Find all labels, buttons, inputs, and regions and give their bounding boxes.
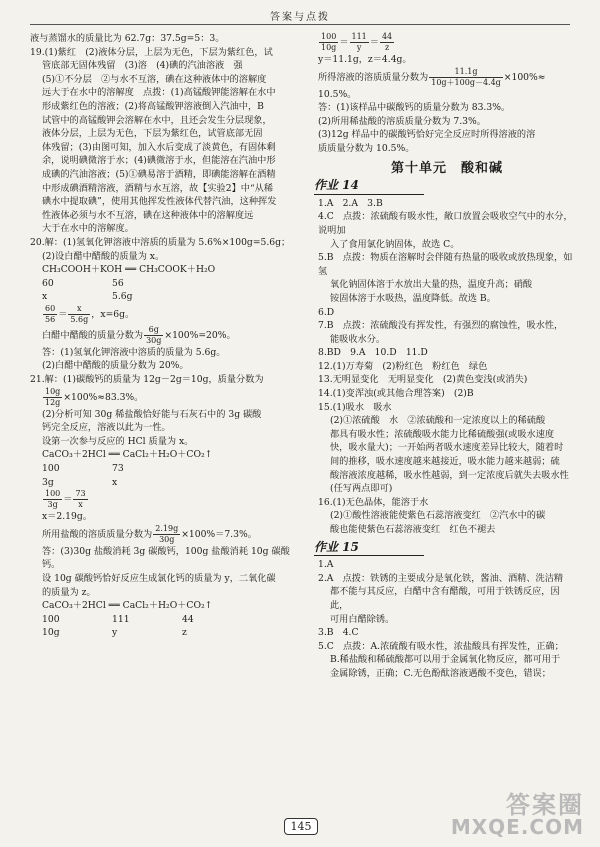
text-line: y＝11.1g，z＝4.4g。 <box>318 54 412 65</box>
ratio-value: 111 <box>112 613 130 625</box>
text-line: 19.(1)紫红 (2)液体分层，上层为无色，下层为紫红色，试 <box>30 46 273 58</box>
answer-line: 酸溶液浓度越稀，吸水性越弱，到一定浓度后就失去吸水性 <box>330 469 569 481</box>
answer-line: 金属除锈，正确；C.无色酚酞溶液遇酸不变色，错误； <box>330 667 551 679</box>
text-line: 碘水中提取碘”，使用其他挥发性液体代替汽油，这种挥发 <box>42 196 277 208</box>
equation-line: CH₃COOH＋KOH ══ CH₃COOK＋H₂O <box>42 264 216 276</box>
text-line: 钙完全反应，溶液以此为一性。 <box>42 422 171 434</box>
text-line: 液体分层，上层为无色，下层为紫红色，试管底部无固 <box>42 128 263 140</box>
fraction: $\frac{x}{5.6g}$ <box>70 303 89 324</box>
text-line: 的质量为 z。 <box>42 586 96 598</box>
unit-title: 第十单元 酸和碱 <box>390 160 503 176</box>
ratio-row <box>30 613 302 627</box>
text-line: 10.5%。 <box>318 88 357 100</box>
answer-line: 6.D <box>318 306 335 318</box>
text-line: (5)①不分层 ②与水不互溶，碘在这种液体中的溶解度 <box>42 73 267 85</box>
ratio-row <box>30 476 302 490</box>
equation-line: CaCO₃＋2HCl ══ CaCl₂＋H₂O＋CO₂↑ <box>42 449 213 461</box>
text-line: 远大于在水中的溶解度 点拨：(1)高锰酸钾能溶解在水中 <box>42 87 276 99</box>
mass-fraction-line: 白醋中醋酸的质量分数为 $\frac{6g}{30g}$ ×100%=20%。 <box>42 324 236 345</box>
text-line: 形成紫红色的溶液；(2)将高锰酸钾溶液倒入汽油中，B <box>42 100 264 112</box>
ratio-value: 44 <box>182 613 194 625</box>
answer-line: 2.A 点拨：铁锈的主要成分是氧化铁，酱油、酒精、洗洁精 <box>318 572 564 584</box>
text-line: 答：(1)该样品中碳酸钙的质量分数为 83.3%。 <box>318 102 511 114</box>
fraction: $\frac{2.19g}{30g}$ <box>155 523 179 544</box>
answer-line: B.稀盐酸和稀硫酸都可以用于金属氧化物反应，都可用于 <box>330 654 561 666</box>
watermark-url: MXQE.COM <box>450 815 584 839</box>
text-line: 答：(3)30g 盐酸消耗 3g 碳酸钙，100g 盐酸消耗 10g 碳酸钙。 <box>42 545 290 571</box>
answer-line: 4.C 点拨：浓硫酸有吸水性，敞口放置会吸收空气中的水分，说明加 <box>318 211 573 236</box>
text-line: (2)设白醋中醋酸的质量为 x。 <box>42 250 165 262</box>
text-line: 试管中的高锰酸钾会溶解在水中，且还会发生分层现象， <box>42 114 272 126</box>
fraction: $\frac{10g}{12g}$ <box>45 386 61 407</box>
answer-line: 14.(1)变浑浊(或其他合理答案) (2)B <box>318 388 474 400</box>
fraction: $\frac{60}{56}$ <box>45 303 56 324</box>
page-number: 145 <box>284 818 318 835</box>
homework-heading: 作业 15 <box>314 541 424 557</box>
running-header: 答案与点拨 <box>270 12 330 23</box>
mass-fraction-line: $\frac{10g}{12g}$ ×100%≈83.3%。 <box>45 386 144 407</box>
answer-line: (任写两点即可) <box>330 483 393 495</box>
ratio-row <box>30 462 302 476</box>
ratio-value: 56 <box>112 277 124 289</box>
ratio-value: 60 <box>42 277 54 289</box>
equation-line: CaCO₃＋2HCl ══ CaCl₂＋H₂O＋CO₂↑ <box>42 600 213 612</box>
answer-line: 氧化钠固体溶于水放出大量的热，温度升高；硝酸 <box>330 279 533 291</box>
text-line: (3)12g 样品中的碳酸钙恰好完全反应时所得溶液的溶 <box>318 129 536 141</box>
ratio-row <box>30 626 302 640</box>
ratio-value: z <box>182 627 187 639</box>
ratio-value: 73 <box>112 463 124 475</box>
answer-line: 酸也能使紫色石蕊溶液变红 红色不褪去 <box>330 524 496 535</box>
answer-line: 1.A 2.A 3.B <box>318 197 383 209</box>
answer-line: 快，吸水量大)；一开始两者吸水速度差异比较大，随着时 <box>330 442 564 454</box>
text-line: (2)所用稀盐酸的溶质质量分数为 7.3%。 <box>318 115 486 127</box>
fraction: $\frac{11.1g}{10g+100g-4.4g}$ <box>431 66 501 87</box>
ratio-value: x <box>42 291 48 303</box>
text-line: x＝2.19g。 <box>42 511 92 523</box>
ratio-row <box>30 277 302 291</box>
answer-line: 3.B 4.C <box>318 627 359 639</box>
fraction: $\frac{100}{3g}$ <box>45 489 61 510</box>
text-line: 体残留；(3)由图可知，加入水后变成了淡黄色，有固体剩 <box>42 141 276 153</box>
proportion-line: $\frac{100}{3g}$ ＝ $\frac{73}{x}$ <box>45 489 86 510</box>
right-column <box>314 32 576 681</box>
text-line: 设第一次参与反应的 HCl 质量为 x。 <box>42 435 194 447</box>
ratio-value: 100 <box>42 463 60 475</box>
text-line: 中形成碘酒精溶液，酒精与水互溶，故【实验2】中“从稀 <box>42 182 274 194</box>
fraction: $\frac{73}{x}$ <box>75 489 86 510</box>
answer-line: 入了食用氯化钠固体，故选 C。 <box>330 238 460 250</box>
answer-line: 5.B 点拨：物质在溶解时会伴随有热量的吸收或放热现象，如氢 <box>318 252 573 277</box>
text-line: 液与蒸馏水的质量比为 62.7g：37.5g=5：3。 <box>30 33 225 44</box>
header-rule <box>30 24 570 25</box>
answer-line: 5.C 点拨：A.浓硫酸有吸水性，浓盐酸具有挥发性，正确； <box>318 640 564 652</box>
left-column <box>30 32 302 640</box>
answer-line: 7.B 点拨：浓硫酸没有挥发性，有强烈的腐蚀性，吸水性， <box>318 320 564 332</box>
mass-fraction-line: 所用盐酸的溶质质量分数为 $\frac{2.19g}{30g}$ ×100%＝7.3%。 <box>42 523 257 544</box>
watermark-logo <box>451 793 584 837</box>
answer-line: (2)①浓硫酸 水 ②浓硫酸和一定浓度以上的稀硫酸 <box>330 415 546 427</box>
answer-line: 间的推移，吸水速度越来越接近，吸水能力越来越弱；硫 <box>330 456 560 468</box>
proportion-line: $\frac{60}{56}$ ＝ $\frac{x}{5.6g}$ ，x=6g。 <box>45 303 135 324</box>
fraction: $\frac{111}{y}$ <box>351 32 367 52</box>
text-line: (2)白醋中醋酸的质量分数为 20%。 <box>42 360 189 372</box>
text-line: 设 10g 碳酸钙恰好反应生成氯化钙的质量为 y，二氧化碳 <box>42 573 276 584</box>
answer-line: 可用白醋除锈。 <box>330 613 395 625</box>
mass-fraction-line: 所得溶液的溶质质量分数为 $\frac{11.1g}{10g+100g-4.4g}$ ×100%≈ <box>318 66 546 87</box>
ratio-value: 10g <box>42 627 60 639</box>
text-line: 大于在水中的溶解度。 <box>42 223 134 235</box>
answer-line: 1.A <box>318 559 334 571</box>
homework-heading: 作业 14 <box>314 179 424 195</box>
text-line: 答：(1)氢氧化钾溶液中溶质的质量为 5.6g。 <box>42 346 226 358</box>
ratio-row <box>30 290 302 304</box>
fraction: $\frac{44}{z}$ <box>381 32 393 52</box>
text-line: 21.解：(1)碳酸钙的质量为 12g－2g＝10g，质量分数为 <box>30 374 264 386</box>
fraction: $\frac{100}{10g}$ <box>321 32 337 52</box>
text-line: 管底部无固体残留 (3)溶 (4)碘的汽油溶液 强 <box>42 60 243 72</box>
text-line: 成碘的汽油溶液；(5)①碘易溶于酒精，即碘能溶解在酒精 <box>42 168 276 180</box>
text-line: 质质量分数为 10.5%。 <box>318 142 415 154</box>
ratio-value: x <box>112 476 118 488</box>
answer-line: 都具有吸水性；浓硫酸吸水能力比稀硫酸强(或吸水速度 <box>330 428 555 440</box>
text-line: 余，说明碘微溶于水；(4)碘微溶于水，但能溶在汽油中形 <box>42 155 276 167</box>
ratio-value: 5.6g <box>112 291 133 303</box>
answer-line: (2)①酸性溶液能使紫色石蕊溶液变红 ②汽水中的碳 <box>330 510 546 522</box>
text-line: 20.解：(1)氢氧化钾溶液中溶质的质量为 5.6%×100g=5.6g； <box>30 236 291 248</box>
answer-line: 铵固体溶于水吸热，温度降低。故选 B。 <box>330 292 496 304</box>
text-line: (2)分析可知 30g 稀盐酸恰好能与石灰石中的 3g 碳酸 <box>42 408 262 420</box>
watermark-text: 答案圈 <box>506 791 584 819</box>
answer-line: 能吸收水分。 <box>330 333 386 345</box>
answer-line: 12.(1)万寿菊 (2)粉红色 粉红色 绿色 <box>318 360 488 372</box>
ratio-value: 3g <box>42 476 54 488</box>
text-line: 性液体必须与水不互溶，碘在这种液体中的溶解度远 <box>42 209 254 221</box>
ratio-value: 100 <box>42 613 60 625</box>
answer-line: 13.无明显变化 无明显变化 (2)黄色变浅(或消失) <box>318 374 528 386</box>
answer-line: 15.(1)吸水 吸水 <box>318 401 392 413</box>
answer-line: 8.BD 9.A 10.D 11.D <box>318 347 428 359</box>
answer-line: 都不能与其反应，白醋中含有醋酸，可用于铁锈反应，因此， <box>330 586 560 611</box>
proportion-line: $\frac{100}{10g}$ ＝ $\frac{111}{y}$ ＝ $\frac{44}{z}$ <box>321 32 393 52</box>
fraction: $\frac{6g}{30g}$ <box>146 324 162 345</box>
ratio-value: y <box>112 627 118 639</box>
answer-line: 16.(1)无色晶体，能溶于水 <box>318 496 429 508</box>
